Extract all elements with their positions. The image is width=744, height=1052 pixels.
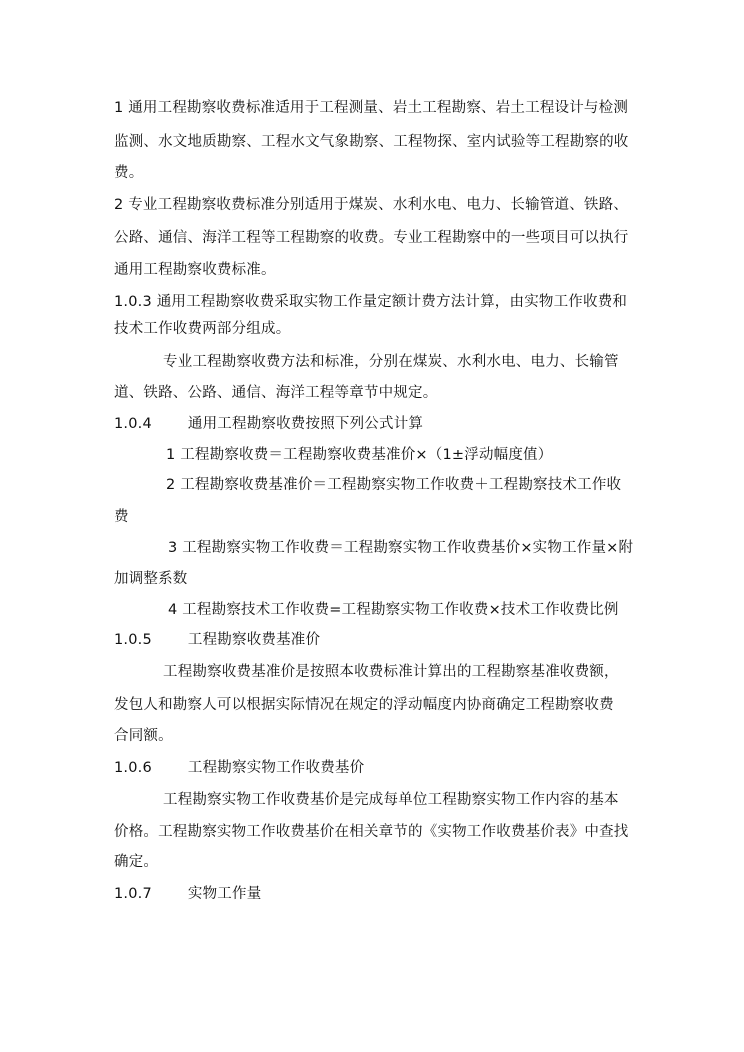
text-line: 1 通用工程勘察收费标准适用于工程测量、岩土工程勘察、岩土工程设计与检测: [114, 100, 629, 116]
text-line: 加调整系数: [114, 571, 188, 587]
text-line: 工程勘察实物工作收费基价是完成每单位工程勘察实物工作内容的基本: [163, 792, 619, 808]
text-line: 价格。工程勘察实物工作收费基价在相关章节的《实物工作收费基价表》中查找: [114, 824, 629, 840]
text-line: 确定。: [114, 854, 159, 870]
section-heading-1-0-4: [114, 414, 644, 434]
section-number: 1.0.5: [114, 632, 152, 648]
text-line: 合同额。: [114, 728, 173, 744]
section-title: 工程勘察实物工作收费基价: [187, 760, 365, 776]
formula-line: 3 工程勘察实物工作收费＝工程勘察实物工作收费基价×实物工作量×附: [168, 540, 634, 556]
formula-line: 4 工程勘察技术工作收费=工程勘察实物工作收费×技术工作收费比例: [168, 602, 619, 618]
text-line: 监测、水文地质勘察、工程水文气象勘察、工程物探、室内试验等工程勘察的收: [114, 134, 629, 150]
formula-line: 1 工程勘察收费＝工程勘察收费基准价×（1±浮动幅度值）: [166, 447, 553, 463]
section-heading-1-0-5: [114, 630, 644, 650]
text-line: 1.0.3 通用工程勘察收费采取实物工作量定额计费方法计算，由实物工作收费和: [114, 294, 628, 310]
text-line: 公路、通信、海洋工程等工程勘察的收费。专业工程勘察中的一些项目可以执行: [114, 230, 629, 246]
text-line: 费: [114, 509, 129, 525]
text-line: 技术工作收费两部分组成。: [114, 321, 291, 337]
section-number: 1.0.7: [114, 886, 152, 902]
section-heading-1-0-7: [114, 884, 644, 904]
section-heading-1-0-6: [114, 758, 644, 778]
text-line: 工程勘察收费基准价是按照本收费标准计算出的工程勘察基准收费额，: [163, 664, 619, 680]
text-line: 费。: [114, 165, 144, 181]
section-title: 通用工程勘察收费按照下列公式计算: [187, 416, 424, 432]
section-number: 1.0.6: [114, 760, 152, 776]
section-title: 工程勘察收费基准价: [187, 632, 321, 648]
text-line: 2 专业工程勘察收费标准分别适用于煤炭、水利水电、电力、长输管道、铁路、: [114, 197, 629, 213]
section-title: 实物工作量: [187, 886, 262, 902]
text-line: 道、铁路、公路、通信、海洋工程等章节中规定。: [114, 385, 438, 401]
formula-line: 2 工程勘察收费基准价＝工程勘察实物工作收费＋工程勘察技术工作收: [166, 477, 622, 493]
text-line: 发包人和勘察人可以根据实际情况在规定的浮动幅度内协商确定工程勘察收费: [114, 697, 614, 713]
section-number: 1.0.4: [114, 416, 152, 432]
text-line: 通用工程勘察收费标准。: [114, 262, 276, 278]
text-line: 专业工程勘察收费方法和标准，分别在煤炭、水利水电、电力、长输管: [163, 354, 619, 370]
